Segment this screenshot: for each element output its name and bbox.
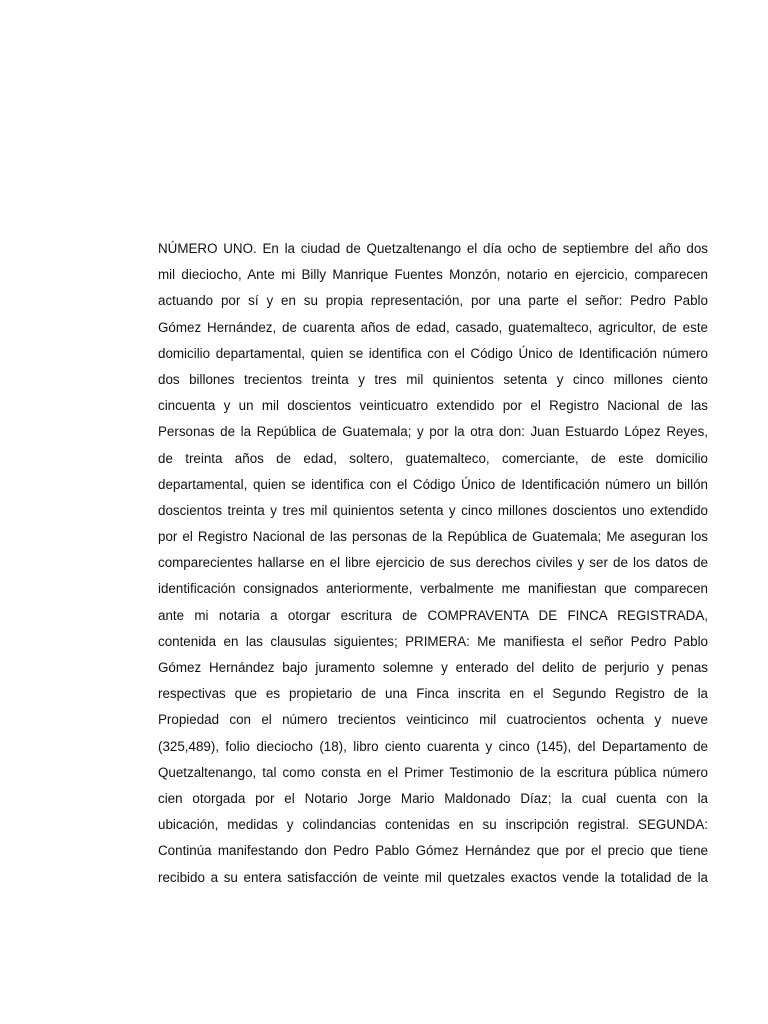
text-line: Gómez Hernández, de cuarenta años de edad, casado, guatemalteco, agricultor, de este [158, 319, 708, 335]
text-line: domicilio departamental, quien se identifica con el Código Único de Identificación número [158, 345, 708, 361]
text-line: Personas de la República de Guatemala; y por la otra don: Juan Estuardo López Reyes, [158, 424, 708, 440]
text-line: ubicación, medidas y colindancias contenidas en su inscripción registral. SEGUNDA: [158, 817, 708, 833]
text-line: contenida en las clausulas siguientes; PRIMERA: Me manifiesta el señor Pedro Pablo [158, 633, 708, 649]
text-line: cincuenta y un mil doscientos veinticuatro extendido por el Registro Nacional de las [158, 398, 708, 414]
text-line: actuando por sí y en su propia representación, por una parte el señor: Pedro Pablo [158, 293, 708, 309]
text-line: de treinta años de edad, soltero, guatemalteco, comerciante, de este domicilio [158, 450, 708, 466]
text-line: comparecientes hallarse en el libre ejercicio de sus derechos civiles y ser de los datos de [158, 555, 708, 571]
deed-paragraph [158, 236, 708, 891]
text-line: Gómez Hernández bajo juramento solemne y enterado del delito de perjurio y penas [158, 660, 708, 675]
text-line: respectivas que es propietario de una Finca inscrita en el Segundo Registro de la [158, 686, 708, 702]
text-line: departamental, quien se identifica con el Código Único de Identificación número un billón [158, 476, 708, 492]
text-line: doscientos treinta y tres mil quinientos setenta y cinco millones doscientos uno extendido [158, 502, 708, 518]
text-line: ante mi notaria a otorgar escritura de COMPRAVENTA DE FINCA REGISTRADA, [158, 607, 708, 623]
text-line: por el Registro Nacional de las personas de la República de Guatemala; Me aseguran los [158, 529, 708, 545]
text-line: Propiedad con el número trecientos veinticinco mil cuatrocientos ochenta y nueve [158, 712, 708, 728]
text-line: dos billones trecientos treinta y tres mil quinientos setenta y cinco millones ciento [158, 371, 708, 387]
text-line: NÚMERO UNO. En la ciudad de Quetzaltenango el día ocho de septiembre del año dos [158, 241, 708, 256]
text-line: Quetzaltenango, tal como consta en el Primer Testimonio de la escritura pública número [158, 764, 708, 780]
text-line: cien otorgada por el Notario Jorge Mario Maldonado Díaz; la cual cuenta con la [158, 790, 708, 806]
text-line: recibido a su entera satisfacción de veinte mil quetzales exactos vende la totalidad de la [158, 869, 708, 885]
text-line: identificación consignados anteriormente, verbalmente me manifiestan que comparecen [158, 581, 708, 597]
text-line: Continúa manifestando don Pedro Pablo Gómez Hernández que por el precio que tiene [158, 843, 708, 859]
text-line: mil dieciocho, Ante mi Billy Manrique Fuentes Monzón, notario en ejercicio, comparecen [158, 267, 708, 283]
text-line: (325,489), folio dieciocho (18), libro ciento cuarenta y cinco (145), del Departamento de [158, 738, 708, 754]
